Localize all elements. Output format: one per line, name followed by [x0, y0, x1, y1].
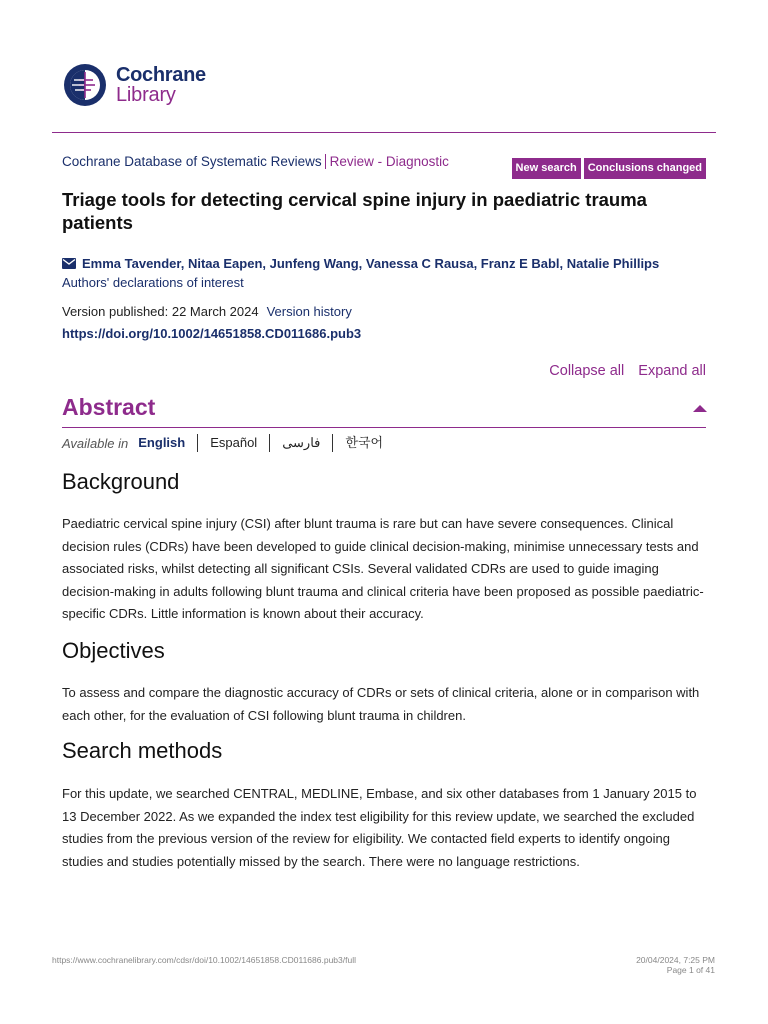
authors-list[interactable]: Emma Tavender, Nitaa Eapen, Junfeng Wang, Vanessa C Rausa, Franz E Babl, Natalie Phillips — [82, 256, 660, 271]
abstract-divider — [62, 427, 706, 428]
doi-link[interactable]: https://doi.org/10.1002/14651858.CD011686.pub3 — [62, 326, 362, 341]
objectives-text: To assess and compare the diagnostic accuracy of CDRs or sets of clinical criteria, alone or in comparison with each other, for the evaluation of CSI following blunt trauma in children. — [62, 685, 700, 723]
meta-separator — [325, 154, 326, 169]
collapse-triangle-icon[interactable] — [693, 405, 707, 412]
language-korean[interactable]: 한국어 — [332, 434, 395, 452]
declarations-link[interactable]: Authors' declarations of interest — [62, 275, 244, 290]
review-title: Triage tools for detecting cervical spine injury in paediatric trauma patients — [62, 189, 647, 233]
database-link[interactable]: Cochrane Database of Systematic Reviews — [62, 154, 322, 169]
available-in-label: Available in — [62, 435, 129, 451]
search-methods-text: For this update, we searched CENTRAL, MEDLINE, Embase, and six other databases from 1 January 2015 to 13 December 2022. As we expanded the index test eligibility for this review update, we searched the excluded studies from the previous version of the review for eligibility. We contacted field experts to identify ongoing studies and studies potentially missed by the search. There were no language restrictions. — [62, 786, 697, 869]
background-heading: Background — [62, 469, 180, 494]
footer-page-info — [636, 955, 715, 975]
footer-page-number: Page 1 of 41 — [666, 965, 715, 975]
language-espanol[interactable]: Español — [197, 434, 269, 452]
badge-new-search: New search — [512, 158, 581, 179]
review-meta-row — [62, 154, 706, 178]
logo-wordmark-cochrane: Cochrane — [116, 64, 206, 86]
objectives-heading: Objectives — [62, 638, 165, 663]
version-history-link[interactable]: Version history — [266, 304, 352, 319]
background-text: Paediatric cervical spine injury (CSI) after blunt trauma is rare but can have severe consequences. Clinical decision rules (CDRs) have been developed to guide clinical decision-making, minimise unnecessary tests and associated risks, whilst detecting all significant CSIs. Several validated CDRs are used to guide imaging decision-making in adults following blunt trauma and clinical criteria have been proposed as possible paediatric-specific CDRs. Little information is known about their accuracy. — [62, 516, 704, 621]
envelope-icon — [62, 258, 76, 269]
language-english[interactable]: English — [138, 435, 186, 450]
version-published: Version published: 22 March 2024 — [62, 304, 259, 319]
cochrane-logo-icon — [62, 62, 108, 108]
abstract-heading: Abstract — [62, 394, 156, 420]
authors-line[interactable] — [62, 256, 659, 271]
footer-url: https://www.cochranelibrary.com/cdsr/doi/10.1002/14651858.CD011686.pub3/full — [52, 955, 356, 965]
language-farsi[interactable]: فارسی — [269, 434, 332, 452]
language-selector — [62, 433, 395, 453]
header-divider — [52, 132, 716, 133]
expand-all-button[interactable]: Expand all — [638, 363, 706, 379]
collapse-all-button[interactable]: Collapse all — [549, 363, 625, 379]
version-row — [62, 304, 352, 319]
badge-conclusions-changed: Conclusions changed — [584, 158, 706, 179]
section-toggle-controls — [539, 363, 706, 379]
logo-wordmark-library: Library — [116, 84, 176, 106]
search-methods-heading: Search methods — [62, 738, 223, 763]
footer-datetime: 20/04/2024, 7:25 PM — [636, 955, 715, 965]
cochrane-library-logo[interactable] — [62, 62, 206, 108]
status-badges — [512, 158, 706, 179]
review-type-link[interactable]: Review - Diagnostic — [329, 154, 449, 169]
